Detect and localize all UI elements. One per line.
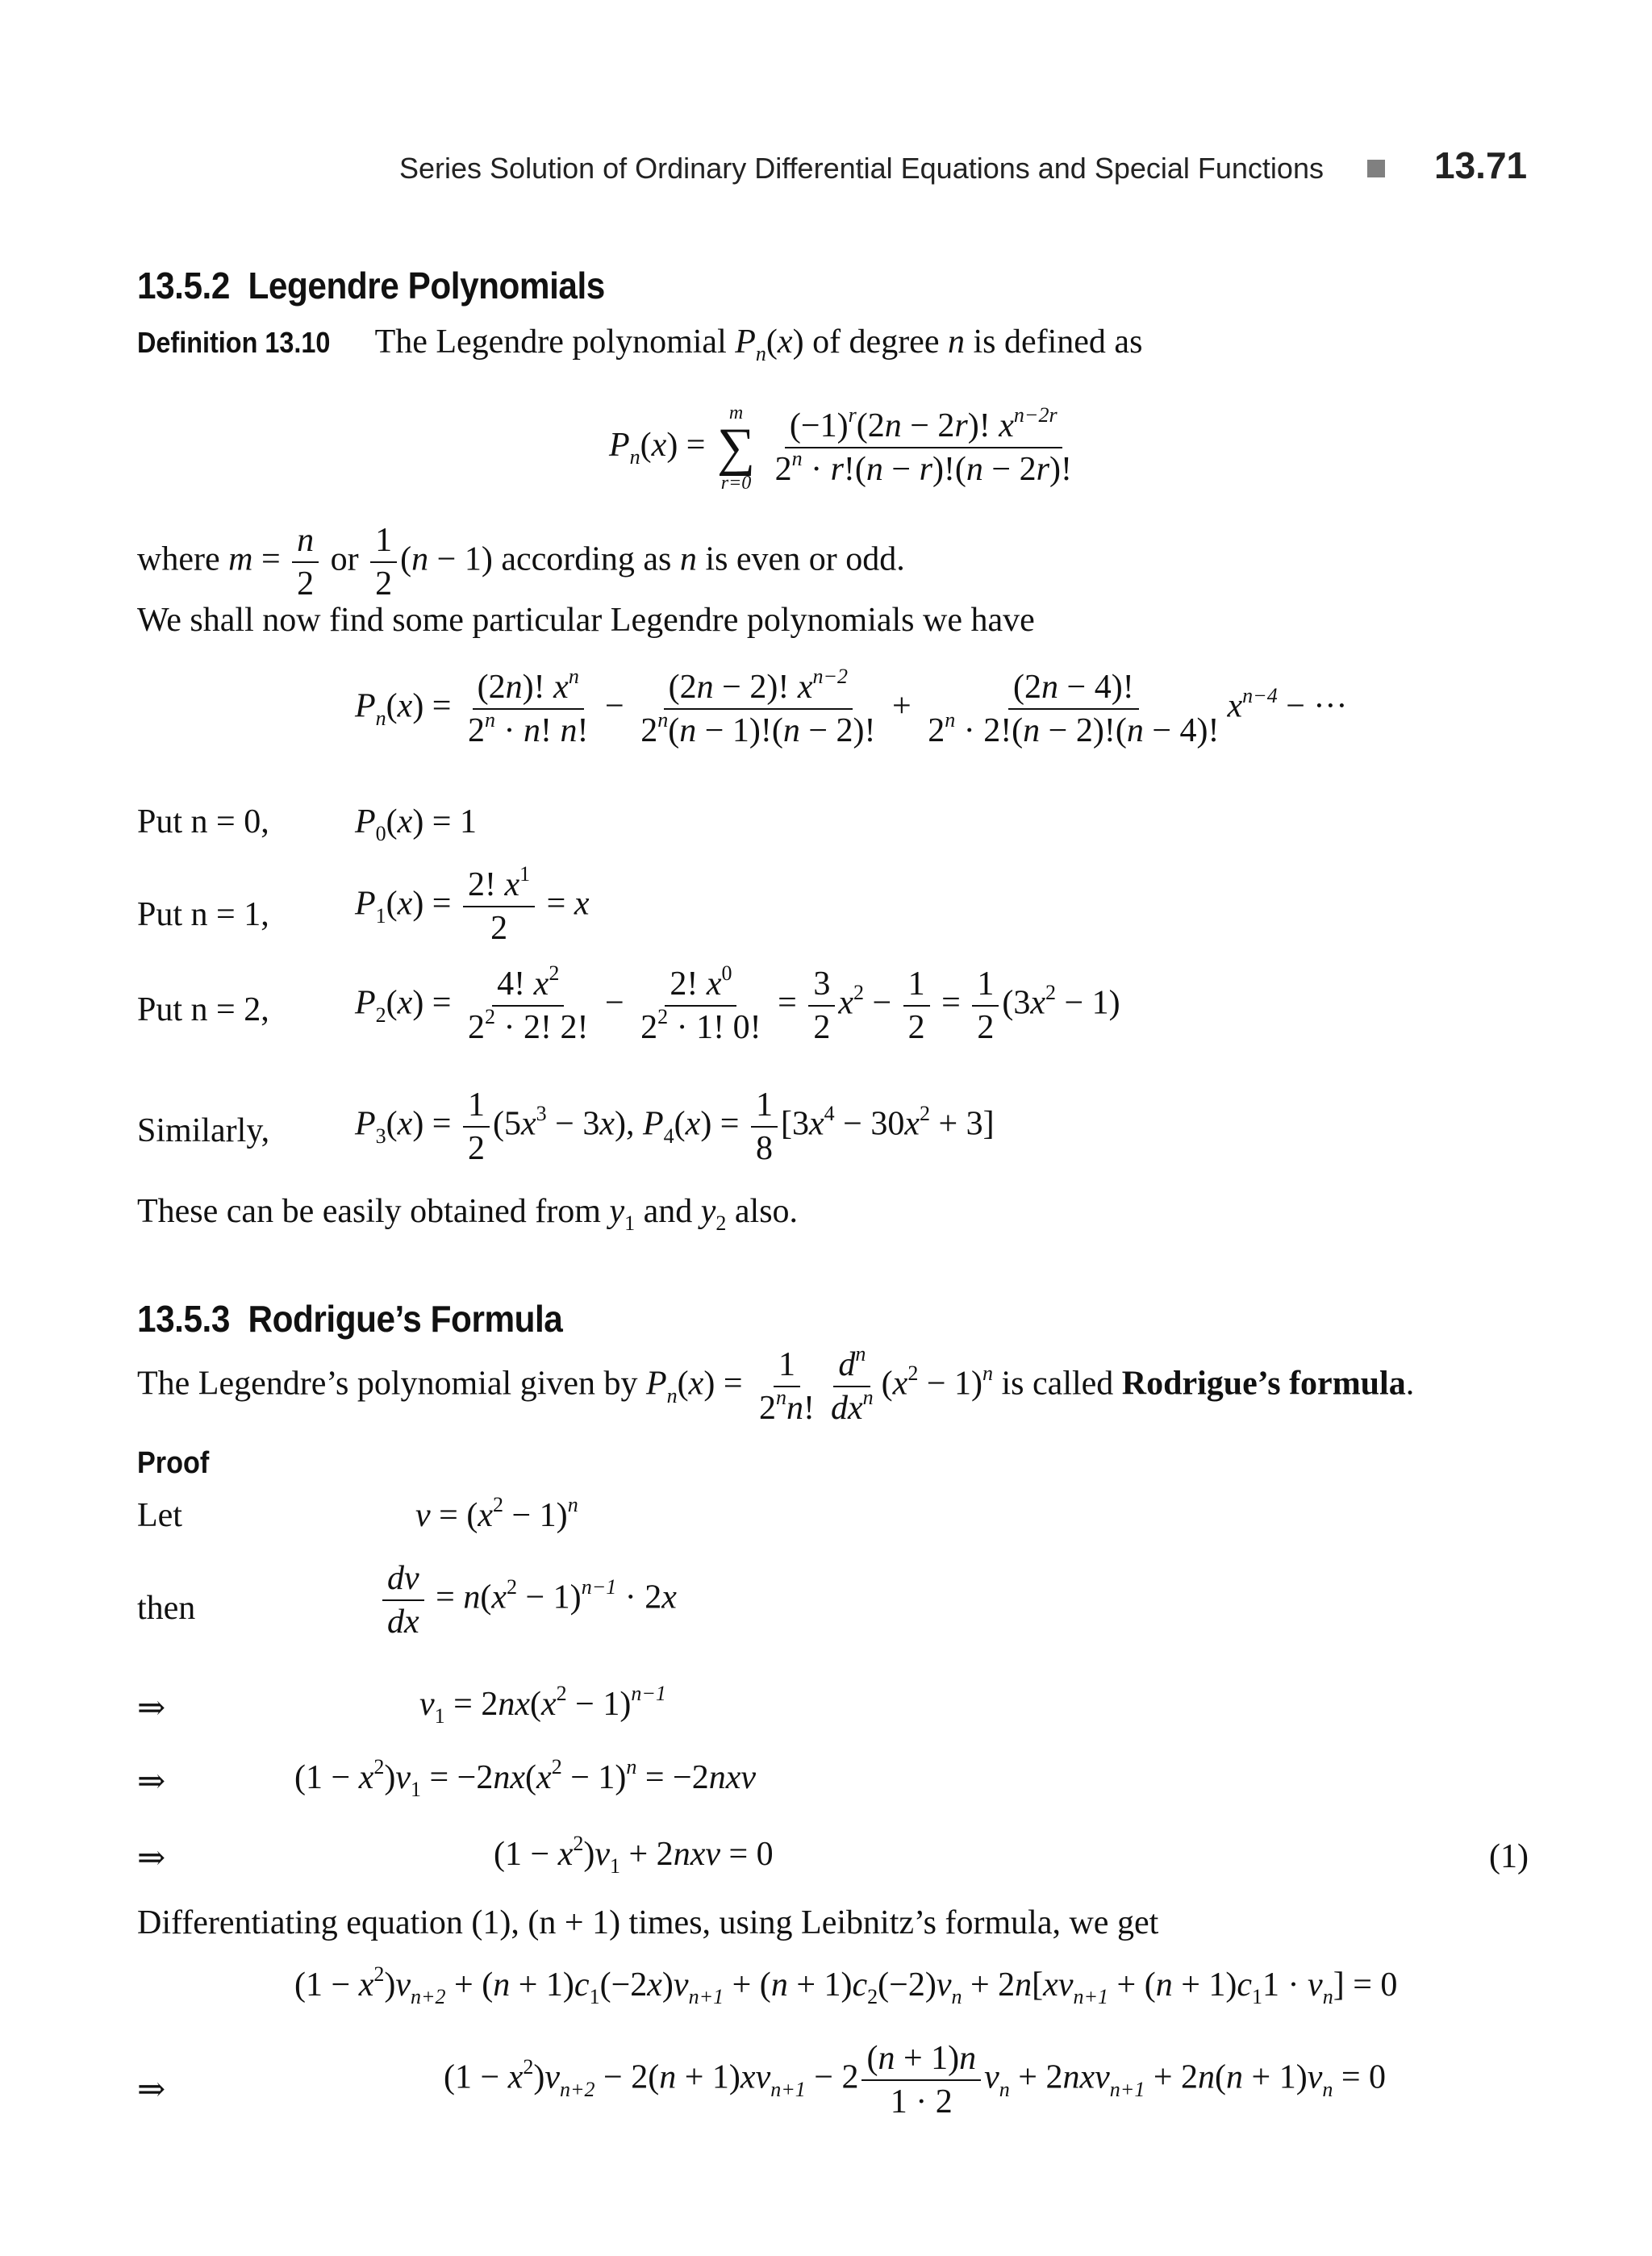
then-label: then [137,1590,196,1627]
section-number: 13.5.3 [137,1298,230,1340]
equation-number: (1) [1489,1838,1529,1875]
summation-symbol: m ∑ r=0 [717,402,756,494]
rodrigue-statement: The Legendre’s polynomial given by $P_n(x)$ = $\frac{1}{2^nn!}$ $\frac{d^n}{dx^n}$ $(x^2 - 1)^n$ is called Rodrigue’s formula. [137,1342,1415,1428]
implies-symbol: ⇒ [137,1690,166,1727]
pn-expansion-formula: $P_n(x)$ = $\frac{(2n)! x^n}{2^n \cdot n! n!}$ − $\frac{(2n - 2)! x^{n-2}}{2^n(n - 1)!(n - 2)!}$ + $\frac{(2n - 4)!}{2^n \cdot 2!(n - 2)!(n - 4)!}$ $x^{n-4}$ − ··· [355,665,1348,750]
p2-formula: $P_2(x)$ = $\frac{4! x^2}{2^2 \cdot 2! 2!}$ − $\frac{2! x^0}{2^2 \cdot 1! 0!}$ = $\frac{3}{2}$ $x^2$ − $\frac{1}{2}$ = $\frac{1}{2}$ $(3x^2 - 1)$ [355,961,1120,1047]
statement-text-b: is called [1001,1365,1114,1403]
definition-label: Definition 13.10 [137,326,331,359]
page-number: 13.71 [1434,144,1528,186]
similarly-label: Similarly, [137,1112,270,1149]
section-title: Rodrigue’s Formula [248,1298,563,1340]
according-text: according as [501,540,672,578]
even-odd-text: is even or odd. [705,540,905,578]
put-n2-label: Put n = 2, [137,991,269,1028]
running-header-title: Series Solution of Ordinary Differential Equations and Special Functions [399,152,1324,185]
or-text: or [330,540,359,578]
leibnitz-expansion: $(1 - x^2)v_{n+2} + (n + 1)c_1(-2x)v_{n+1} + (n + 1)c_2(-2)v_n + 2n[xv_{n+1} + (n + 1)c_11 \cdot v_n] = 0$ [294,1962,1398,2008]
let-label: Let [137,1497,182,1534]
statement-period: . [1405,1365,1415,1403]
definition-formula: $P_n(x)$ = m ∑ r=0 $\frac{(-1)^r(2n - 2r)! x^{n-2r}}{2^n \cdot r!(n - r)!(n - 2r)!}$ [609,402,1072,494]
put-n1-label: Put n = 1, [137,896,269,933]
section-number: 13.5.2 [137,265,230,306]
implies-symbol: ⇒ [137,1840,166,1877]
differentiating-line: Differentiating equation (1), (n + 1) times, using Leibnitz’s formula, we get [137,1904,1159,1941]
implies-symbol: ⇒ [137,1763,166,1800]
closing-and: and [643,1193,693,1230]
section-heading-legendre [137,264,605,307]
final-expansion: $(1 - x^2)v_{n+2} - 2(n + 1)xv_{n+1} - 2$ $\frac{(n + 1)n}{1 \cdot 2}$ $v_n + 2nxv_{n+1} + 2n(n + 1)v_n = 0$ [444,2040,1387,2121]
v1-formula: $v_1 = 2nx(x^2 - 1)^{n-1}$ [419,1682,666,1728]
closing-text-b: also. [734,1193,799,1230]
pn-symbol: $P_n$ [735,323,766,365]
where-line: where m = $\frac{n}{2}$ or $\frac{1}{2}$ (n − 1) according as n is even or odd. [137,522,905,603]
dv-dx-formula: $\frac{dv}{dx}$ = $n(x^2 - 1)^{n-1} \cdot 2x$ [379,1561,677,1640]
header-square-marker [1367,160,1385,177]
section-heading-rodrigue [137,1297,562,1341]
statement-text-a: The Legendre’s polynomial given by [137,1365,638,1403]
p3-p4-formula: $P_3(x)$ = $\frac{1}{2}$ $(5x^3 - 3x)$, $P_4(x)$ = $\frac{1}{8}$ $[3x^4 - 30x^2 + 3]$ [355,1086,995,1168]
definition-text-b: of degree [812,323,940,361]
put-n0-label: Put n = 0, [137,803,269,840]
section-title: Legendre Polynomials [248,265,605,306]
where-text: where [137,540,220,578]
v-definition: $v = (x^2 - 1)^n$ [415,1493,578,1534]
closing-line: These can be easily obtained from $y_1$ and $y_2$ also. [137,1193,799,1235]
definition-line: Definition 13.10 The Legendre polynomial $P_n(x)$ of degree n is defined as [137,323,1143,365]
rodrigue-bold-term: Rodrigue’s formula [1121,1365,1406,1403]
definition-text-a: The Legendre polynomial [374,323,727,361]
p0-formula: $P_0(x) = 1$ [355,803,477,845]
implies-symbol: ⇒ [137,2071,166,2108]
closing-text-a: These can be easily obtained from [137,1193,601,1230]
definition-text-c: is defined as [973,323,1143,361]
equation-1: $(1 - x^2)v_1 + 2nxv = 0$ [494,1832,774,1878]
proof-label: Proof [137,1446,210,1480]
one-minus-x2-v1-formula: $(1 - x^2)v_1 = -2nx(x^2 - 1)^n = -2nxv$ [294,1755,757,1801]
p1-formula: $P_1(x)$ = $\frac{2! x^1}{2}$ = x [355,862,590,948]
intro-line: We shall now find some particular Legendre polynomials we have [137,602,1035,639]
